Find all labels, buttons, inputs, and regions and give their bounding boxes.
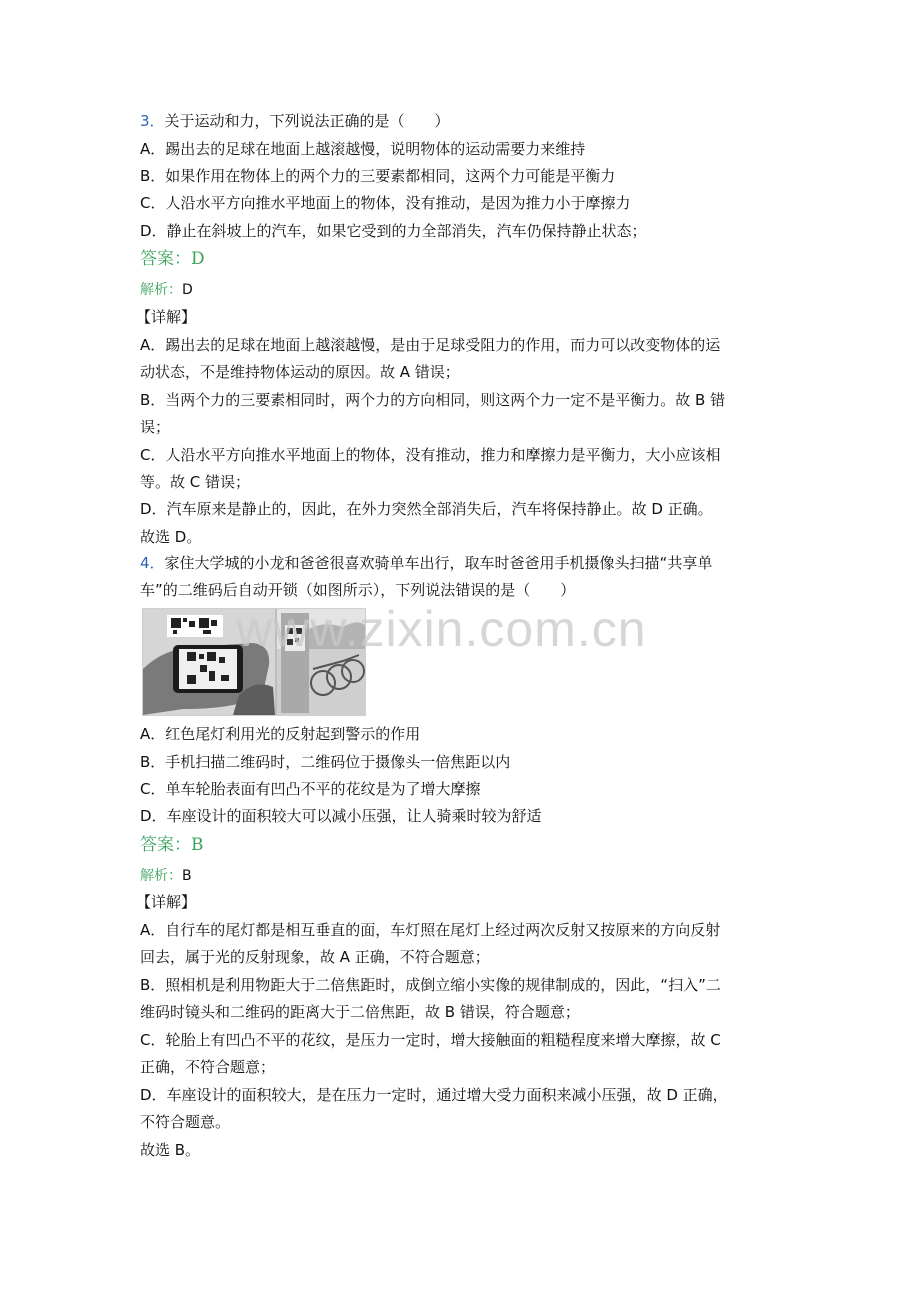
- question-3-detail-line: B．当两个力的三要素相同时，两个力的方向相同，则这两个力一定不是平衡力。故 B 错: [140, 391, 726, 409]
- question-3-analysis: [140, 280, 193, 300]
- question-4-detail-line: C．轮胎上有凹凸不平的花纹，是压力一定时，增大接触面的粗糙程度来增大摩擦，故 C: [140, 1031, 721, 1049]
- question-3-number: 3．: [140, 112, 165, 130]
- question-4-detail-line: A．自行车的尾灯都是相互垂直的面，车灯照在尾灯上经过两次反射又按原来的方向反射: [140, 921, 721, 939]
- question-4-detail-line: 维码时镜头和二维码的距离大于二倍焦距，故 B 错误，符合题意；: [140, 1003, 580, 1021]
- question-3-stem: [140, 111, 450, 131]
- question-3-option-b: B．如果作用在物体上的两个力的三要素都相同，这两个力可能是平衡力: [140, 167, 616, 185]
- question-4-answer: [140, 835, 204, 855]
- question-3-detail-line: 故选 D。: [140, 528, 202, 546]
- question-3-detail-line: C．人沿水平方向推水平地面上的物体，没有推动，推力和摩擦力是平衡力，大小应该相: [140, 446, 721, 464]
- question-4-option-a: A．红色尾灯利用光的反射起到警示的作用: [140, 725, 421, 743]
- question-4-option-c: C．单车轮胎表面有凹凸不平的花纹是为了增大摩擦: [140, 780, 481, 798]
- question-4-option-b: B．手机扫描二维码时，二维码位于摄像头一倍焦距以内: [140, 753, 511, 771]
- question-4-analysis: [140, 866, 192, 886]
- question-3-text: 关于运动和力，下列说法正确的是（ ）: [164, 112, 450, 130]
- question-3-answer: [140, 249, 205, 269]
- answer-label: 答案：: [140, 835, 191, 855]
- question-4-text: 家住大学城的小龙和爸爸很喜欢骑单车出行，取车时爸爸用手机摄像头扫描“共享单: [164, 554, 713, 572]
- watermark-text: www.zixin.com.cn: [236, 601, 647, 657]
- question-3-option-c: C．人沿水平方向推水平地面上的物体，没有推动，是因为推力小于摩擦力: [140, 194, 631, 212]
- question-3-option-a: A．踢出去的足球在地面上越滚越慢，说明物体的运动需要力来维持: [140, 140, 586, 158]
- question-3-detail-title: 【详解】: [136, 308, 197, 326]
- question-3-detail-line: 等。故 C 错误；: [140, 473, 251, 491]
- question-4-detail-line: 回去，属于光的反射现象，故 A 正确，不符合题意；: [140, 948, 490, 966]
- question-4-stem: [140, 553, 712, 573]
- question-4-detail-line: 不符合题意。: [140, 1113, 231, 1131]
- question-3-detail-line: 动状态，不是维持物体运动的原因。故 A 错误；: [140, 363, 460, 381]
- question-3-option-d: D．静止在斜坡上的汽车，如果它受到的力全部消失，汽车仍保持静止状态；: [140, 222, 647, 240]
- analysis-label: 解析：: [140, 282, 182, 298]
- question-3-detail-line: A．踢出去的足球在地面上越滚越慢，是由于足球受阻力的作用，而力可以改变物体的运: [140, 336, 721, 354]
- answer-value: D: [191, 249, 205, 269]
- question-3-detail-line: D．汽车原来是静止的，因此，在外力突然全部消失后，汽车将保持静止。故 D 正确。: [140, 500, 713, 518]
- question-4-detail-line: 正确，不符合题意；: [140, 1058, 276, 1076]
- analysis-label: 解析：: [140, 868, 182, 884]
- question-4-detail-title: 【详解】: [136, 893, 197, 911]
- question-4-detail-line: 故选 B。: [140, 1141, 201, 1159]
- analysis-value: B: [182, 868, 192, 884]
- question-4-stem-line-2: 车”的二维码后自动开锁（如图所示），下列说法错误的是（ ）: [140, 581, 576, 599]
- question-3-detail-line: 误；: [140, 418, 171, 436]
- answer-value: B: [191, 835, 204, 855]
- question-4-detail-line: D．车座设计的面积较大，是在压力一定时，通过增大受力面积来减小压强，故 D 正确，: [140, 1086, 728, 1104]
- analysis-value: D: [182, 282, 193, 298]
- question-4-option-d: D．车座设计的面积较大可以减小压强，让人骑乘时较为舒适: [140, 807, 542, 825]
- answer-label: 答案：: [140, 249, 191, 269]
- question-4-detail-line: B．照相机是利用物距大于二倍焦距时，成倒立缩小实像的规律制成的，因此，“扫入”二: [140, 976, 721, 994]
- question-4-number: 4．: [140, 554, 165, 572]
